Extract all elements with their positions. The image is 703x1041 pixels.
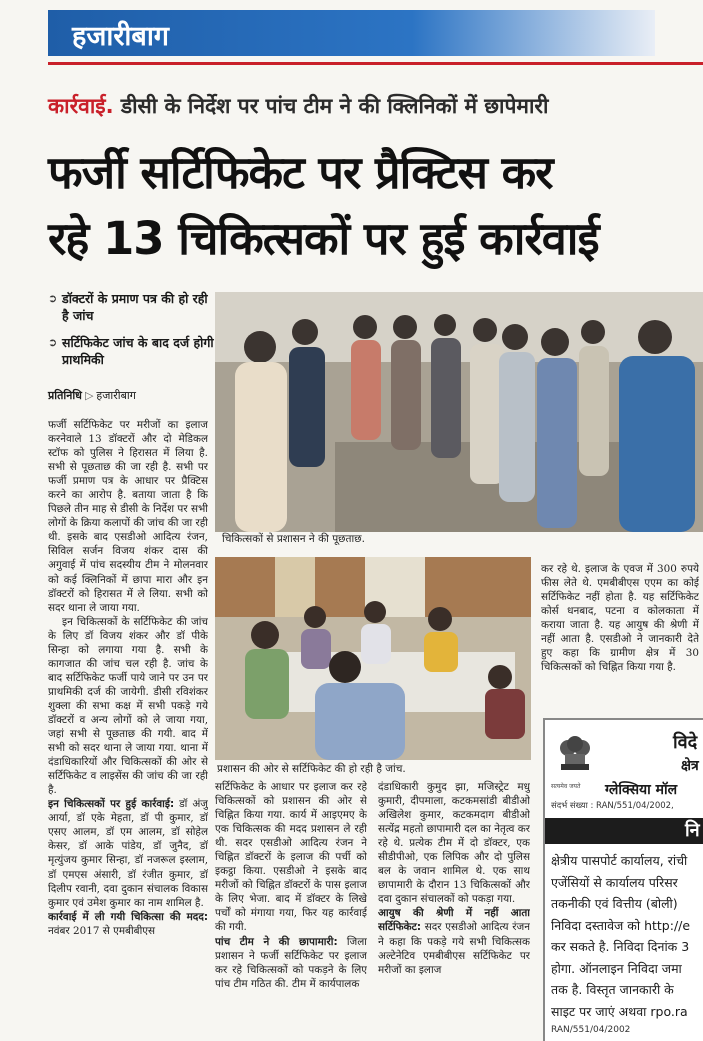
article-column-right-top <box>541 562 699 712</box>
highlight-item <box>48 290 216 324</box>
ad-footer: RAN/551/04/2002 <box>551 1025 631 1035</box>
article-column-1 <box>48 418 208 1041</box>
paragraph-text: जिला प्रशासन ने फर्जी सर्टिफिकेट पर इलाज कर रहे चिकित्सकों को पकड़ने के लिए पांच टीम गठित की. टीम में कार्यपालक <box>215 935 367 990</box>
section-header-bar <box>48 10 655 56</box>
ad-line: होगा. ऑनलाइन निविदा जमा <box>551 960 682 976</box>
highlight-text: सर्टिफिकेट जांच के बाद दर्ज होगी प्राथमिकी <box>62 335 214 367</box>
subheading: आयुष की श्रेणी में नहीं आता सर्टिफिकेट: <box>378 907 530 934</box>
paragraph-text: सदर एसडीओ आदित्य रंजन ने कहा कि पकड़े गये सभी चिकित्सक अल्टेनेटिव एमबीबीएस सर्टिफिकेट पर मरीजों का इलाज <box>378 921 530 976</box>
ad-line: कर सकते है. निविदा दिनांक 3 <box>551 939 690 954</box>
paragraph: फर्जी सर्टिफिकेट पर मरीजों का इलाज करनेवाले 13 डॉक्टरों और दो मेडिकल स्टॉफ को पुलिस ने हिरासत में लिया है. सभी से पूछताछ की जा रही है. सभी पर फर्जी प्रमाण पत्र के आधार पर प्रैक्टिस करने का आरोप है. बताया जाता है कि पिछले तीन माह से डीसी के निर्देश पर सभी लोगों के क्रिया कलापों की जांच की जा रही थी. इसके बाद एसडीओ आदित्य रंजन, सिविल सर्जन विजय शंकर दास की अगुवाई में पांच सदस्यीय टीम ने मोलनवार को कई क्लिनिकों में छापा मारा और इन डॉक्टरों को हिरासत में ले लिया. सभी को सदर थाना ले जाया गया. <box>48 419 208 614</box>
photo-caption: चिकित्सकों से प्रशासन ने की पूछताछ. <box>222 533 365 545</box>
paragraph: कर रहे थे. इलाज के एवज में 300 रुपये फीस लेते थे. एमबीबीएस एएम का कोई सर्टिफिकेट नहीं होता है. यह सर्टिफिकेट कोर्स धनबाद, पटना व कोलकाता में कराया जाता है. यह आयुष की श्रेणी में नहीं आता है. एसडीओ ने जानकारी देते हुए कहा कि ग्रामीण क्षेत्र में 30 चिकित्सकों को चिह्नित किया गया है. <box>541 563 699 674</box>
highlight-text: डॉक्टरों के प्रमाण पत्र की हो रही है जांच <box>62 291 208 323</box>
subheading: कार्रवाई में ली गयी चिकित्सा की मदद: <box>48 910 208 923</box>
headline-line-2: रहे 13 चिकित्सकों पर हुई कार्रवाई <box>48 212 599 265</box>
emblem-caption: सत्यमेव जयते <box>551 783 581 790</box>
paragraph <box>48 910 208 938</box>
paragraph-text: डॉ अंजु आर्या, डॉ एके मेहता, डॉ पी कुमार, डॉ एसए आलम, डॉ एम आलम, डॉ सोहेल केसर, डॉ आके पांडेय, डॉ जुनैद, डॉ मृत्युंजय कुमार सिन्हा, डॉ नजरूल इस्लाम, डॉ एमएस अंसारी, डॉ रंजीत कुमार, डॉ दिलीप रवानी, दवा दुकान संचालक विकास कुमार एवं उमेश कुमार का नाम शामिल है. <box>48 798 208 909</box>
headline <box>48 140 703 272</box>
ad-reference: संदर्भ संख्या : RAN/551/04/2002, <box>551 801 674 811</box>
byline-label: प्रतिनिधि <box>48 389 82 402</box>
ad-title: विदे <box>673 732 698 753</box>
ad-line: एजेंसियों से कार्यालय परिसर <box>551 874 678 890</box>
ad-band <box>545 818 703 844</box>
subheading: इन चिकित्सकों पर हुई कार्रवाई: <box>48 798 175 811</box>
ad-line: निविदा दस्तावेज को http://e <box>551 917 691 933</box>
photo-office-illustration <box>215 557 531 760</box>
ad-line: साइट पर जाएं अथवा rpo.ra <box>551 1003 688 1019</box>
ad-body <box>551 850 703 1022</box>
byline-place: हजारीबाग <box>96 389 136 402</box>
photo-office <box>215 557 531 760</box>
headline-line-1: फर्जी सर्टिफिकेट पर प्रैक्टिस कर <box>48 146 553 199</box>
arrow-icon: ➲ <box>48 336 58 349</box>
ad-subtitle: क्षेत्र <box>681 758 699 774</box>
divider <box>48 62 703 65</box>
kicker-label: कार्रवाई. <box>48 94 114 118</box>
chevron-right-icon: ▷ <box>84 389 94 402</box>
article-column-2 <box>215 780 367 1041</box>
ad-line: तकनीकी एवं वित्तीय (बोली) <box>551 896 678 911</box>
photo-crowd <box>215 292 703 532</box>
emblem-icon <box>553 728 597 780</box>
advertisement <box>543 718 703 1041</box>
byline <box>48 388 208 403</box>
arrow-icon: ➲ <box>48 292 58 305</box>
highlights <box>48 290 216 378</box>
kicker-text: डीसी के निर्देश पर पांच टीम ने की क्लिनिकों में छापेमारी <box>120 94 549 118</box>
ad-address: ग्लेक्सिया मॉल <box>605 782 678 798</box>
highlight-item <box>48 334 216 368</box>
kicker <box>48 92 548 120</box>
ad-line: क्षेत्रीय पासपोर्ट कार्यालय, रांची <box>551 853 688 868</box>
ad-band-text: नि <box>685 820 700 841</box>
paragraph: दंडाधिकारी कुमुद झा, मजिस्ट्रेट मधु कुमारी, दीपमाला, कटकमसांडी बीडीओ अखिलेश कुमार, कटकमदाग बीडीओ सत्येंद्र महतो छापामारी दल का नेतृत्व कर रहे थे. प्रत्येक टीम में दो डॉक्टर, एक सीडीपीओ, एक लिपिक और दो पुलिस बल के जवान शामिल थे. एक साथ छापामारी के दौरान 13 चिकित्सकों और दवा दुकान संचालकों को पकड़ा गया. <box>378 781 530 906</box>
paragraph: सर्टिफिकेट के आधार पर इलाज कर रहे चिकित्सकों को प्रशासन की ओर से चिह्नित किया गया. कार्य में आइएमए के एक चिकित्सक की मदद प्रशासन ले रही थी. सदर एसडीओ आदित्य रंजन ने चिह्नित डॉक्टरों के इलाज की पर्ची को इकट्ठा किया. एसडीओ ने इसके बाद मरीजों को चिह्नित डॉक्टरों के पास इलाज के लिए भेजा. बाद में डॉक्टर के लिखे पर्चों को मंगाया गया, फिर यह कार्रवाई की गयी. <box>215 781 367 934</box>
paragraph <box>48 797 208 909</box>
section-label: हजारीबाग <box>72 21 170 52</box>
ad-line: तक है. विस्तृत जानकारी के <box>551 982 674 997</box>
article-column-3 <box>378 780 530 1041</box>
paragraph-text: नवंबर 2017 से एमबीबीएस <box>48 924 156 937</box>
subheading: पांच टीम ने की छापामारी: <box>215 935 338 948</box>
photo-caption: प्रशासन की ओर से सर्टिफिकेट की हो रही है जांच. <box>217 763 406 775</box>
paragraph: इन चिकित्सकों के सर्टिफिकेट की जांच के लिए डॉ विजय शंकर और डॉ पीके सिन्हा को लगाया गया है. सभी के कागजात की जांच चल रही है. जांच के बाद सर्टिफिकेट फर्जी पाये जाने पर उन पर प्राथमिकी दर्ज की जायेगी. डीसी रविशंकर शुक्ला की सभा कक्ष में सभी पकड़े गये डॉक्टरों व अन्य लोगों को ले जाया गया, जहां सभी से पूछताछ की गयी. बाद में सभी को सदर थाना ले जाया गया. थाना में दंडाधिकारियों और चिकित्सकों की ओर से सर्टिफिकेट व लाइसेंस की जांच की जा रही है. <box>48 615 208 797</box>
paragraph <box>378 906 530 976</box>
paragraph <box>215 935 367 991</box>
photo-crowd-illustration <box>215 292 703 532</box>
